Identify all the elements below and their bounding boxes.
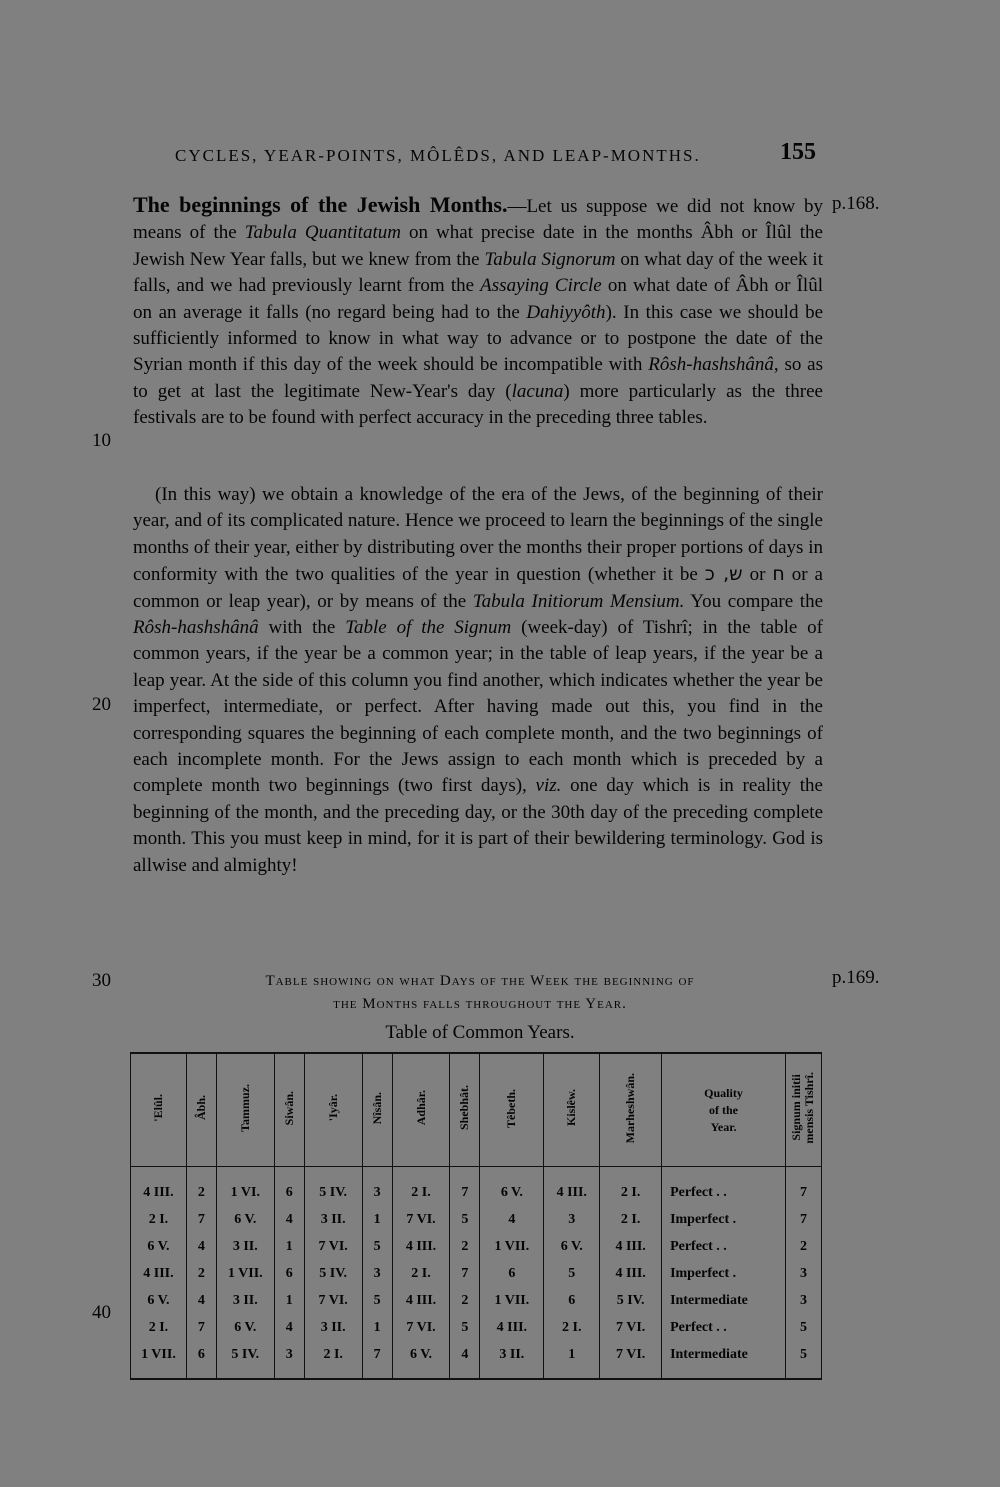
table-cell: 6 V. (216, 1314, 274, 1341)
quality-cell: Perfect . . (662, 1314, 786, 1341)
table-cell: 1 (362, 1314, 392, 1341)
table-cell: 5 IV. (600, 1287, 662, 1314)
table-cell: 6 (274, 1260, 304, 1287)
col-header-kislew: Kislêw. (544, 1053, 600, 1167)
text-run: on what precise date in the months Âbh or Îlûl the Jewish New Year falls, but we knew from the (133, 222, 823, 270)
quality-cell: Intermediate (662, 1341, 786, 1379)
signum-cell: 5 (785, 1314, 821, 1341)
text-run: or a common or leap year), or by means of the (133, 564, 823, 612)
table-cell: 2 I. (304, 1341, 362, 1379)
col-header-tammuz: Tammuz. (216, 1053, 274, 1167)
table-cell: 4 (480, 1206, 544, 1233)
table-cell: 2 I. (600, 1206, 662, 1233)
italic-run: Rôsh-hashshânâ (133, 617, 259, 639)
quality-cell: Perfect . . (662, 1167, 786, 1207)
months-table (130, 1052, 822, 1380)
table-cell: 4 (186, 1287, 216, 1314)
italic-run: viz. (535, 775, 562, 797)
table-cell: 7 VI. (600, 1341, 662, 1379)
table-cell: 5 IV. (216, 1341, 274, 1379)
text-run: (In this way) we obtain a knowledge of the era of the Jews, of the beginning of their year, and of its complicated nature. Hence we proceed to learn the beginnings of the single months of their year, either by distributing over the months their proper portions of days in conformity with the two qualities of the year in question (whether it be (133, 484, 823, 586)
col-header-adhar: Adhâr. (392, 1053, 450, 1167)
line-number-40: 40 (92, 1302, 111, 1323)
table-cell: 3 (362, 1167, 392, 1207)
table-cell: 5 (362, 1287, 392, 1314)
table-cell: 6 V. (216, 1206, 274, 1233)
signum-cell: 3 (785, 1287, 821, 1314)
section-heading: The beginnings of the Jewish Months. (133, 192, 508, 217)
table-cell: 4 (450, 1341, 480, 1379)
table-cell: 2 (450, 1287, 480, 1314)
text-run: You compare the (684, 590, 823, 612)
table-caption-line-1: Table showing on what Days of the Week the beginning of (265, 973, 695, 989)
table-cell: 1 VII. (131, 1341, 187, 1379)
signum-cell: 7 (785, 1206, 821, 1233)
table-cell: 5 IV. (304, 1167, 362, 1207)
table-cell: 7 VI. (392, 1314, 450, 1341)
table-caption (140, 970, 820, 1016)
table-cell: 7 (450, 1260, 480, 1287)
table-cell: 2 I. (392, 1167, 450, 1207)
table-cell: 6 V. (544, 1233, 600, 1260)
table-cell: 2 (186, 1167, 216, 1207)
table-cell: 1 (544, 1341, 600, 1379)
margin-ref-p168: p.168. (832, 193, 880, 214)
table-cell: 6 (480, 1260, 544, 1287)
col-header-signum: Signum initii mensis Tishrî. (785, 1053, 821, 1167)
table-cell: 4 III. (392, 1287, 450, 1314)
hebrew-letter: ח (772, 563, 785, 586)
quality-cell: Perfect . . (662, 1233, 786, 1260)
table-caption-line-2: the Months falls throughout the Year. (333, 996, 627, 1012)
table-cell: 1 (274, 1287, 304, 1314)
table-cell: 1 (274, 1233, 304, 1260)
table-cell: 2 (186, 1260, 216, 1287)
italic-run: Dahiyyôth (526, 301, 606, 323)
table-cell: 6 (186, 1341, 216, 1379)
table-cell: 7 (186, 1206, 216, 1233)
text-run: with the (258, 617, 346, 639)
table-cell: 5 (450, 1206, 480, 1233)
italic-run: Tabula Signorum (484, 248, 616, 270)
table-subcaption: Table of Common Years. (385, 1022, 575, 1043)
table-cell: 3 II. (304, 1314, 362, 1341)
table-cell: 6 (544, 1287, 600, 1314)
table-cell: 5 IV. (304, 1260, 362, 1287)
table-cell: 4 III. (392, 1233, 450, 1260)
col-header-nisan: Nîsân. (362, 1053, 392, 1167)
col-header-marheshwan: Marheshwân. (600, 1053, 662, 1167)
table-row (131, 1167, 822, 1207)
table-cell: 4 III. (544, 1167, 600, 1207)
table-row (131, 1287, 822, 1314)
margin-ref-p169: p.169. (832, 967, 880, 988)
table-cell: 4 (274, 1206, 304, 1233)
page-number: 155 (780, 139, 816, 165)
table-cell: 5 (544, 1260, 600, 1287)
table-cell: 1 VII. (480, 1287, 544, 1314)
hebrew-letters: ש, כ (704, 563, 743, 586)
col-header-shebhat: Shebhât. (450, 1053, 480, 1167)
quality-cell: Intermediate (662, 1287, 786, 1314)
italic-run: Tabula Initiorum Mensium. (472, 590, 685, 612)
table-cell: 7 (186, 1314, 216, 1341)
table-cell: 4 III. (480, 1314, 544, 1341)
line-number-10: 10 (92, 430, 111, 451)
table-cell: 2 I. (131, 1314, 187, 1341)
table-cell: 2 I. (544, 1314, 600, 1341)
table-cell: 3 II. (216, 1287, 274, 1314)
text-run: or (742, 564, 773, 586)
line-number-30: 30 (92, 970, 111, 991)
text-run: (week-day) of Tishrî; in the table of common years, if the year be a common year; in the table of leap years, if the year be a leap year. At the side of this column you find another, which indicates whether the year be imperfect, intermediate, or perfect. After having made out this, you find in the corresponding squares the beginning of each complete month, and the two beginnings of each incomplete month. For the Jews assign to each month which is preceded by a complete month two beginnings (two first days), (133, 617, 823, 797)
signum-cell: 3 (785, 1260, 821, 1287)
text-run: , so as to get at last the legitimate New-Year's day ( (133, 354, 823, 402)
table-cell: 6 V. (131, 1233, 187, 1260)
table-cell: 7 VI. (304, 1287, 362, 1314)
table-cell: 4 III. (131, 1260, 187, 1287)
table-cell: 1 VII. (216, 1260, 274, 1287)
signum-cell: 7 (785, 1167, 821, 1207)
text-run: —Let us suppose we did not know by means of the (133, 196, 823, 244)
table-cell: 4 III. (600, 1260, 662, 1287)
paragraph-2 (133, 482, 823, 879)
table-cell: 7 VI. (304, 1233, 362, 1260)
table-row (131, 1341, 822, 1379)
table-cell: 7 (362, 1341, 392, 1379)
col-header-abh: Âbh. (186, 1053, 216, 1167)
table-cell: 6 V. (131, 1287, 187, 1314)
italic-run: Table of the Signum (345, 617, 512, 639)
table-cell: 3 (544, 1206, 600, 1233)
italic-run: Tabula Quantitatum (244, 222, 401, 244)
table-cell: 2 I. (131, 1206, 187, 1233)
line-number-20: 20 (92, 694, 111, 715)
table-cell: 7 VI. (392, 1206, 450, 1233)
table-row (131, 1206, 822, 1233)
text-run: on what date of Âbh or Îlûl on an average it falls (no regard being had to the (133, 275, 823, 323)
signum-cell: 5 (785, 1341, 821, 1379)
table-header-row (131, 1053, 822, 1167)
text-run: on what day of the week it falls, and we had previously learnt from the (133, 248, 823, 297)
table-cell: 3 (362, 1260, 392, 1287)
col-header-tebeth: Têbeth. (480, 1053, 544, 1167)
table-cell: 3 II. (216, 1233, 274, 1260)
quality-cell: Imperfect . (662, 1260, 786, 1287)
table-cell: 6 V. (392, 1341, 450, 1379)
table-row (131, 1314, 822, 1341)
col-header-elul: 'Elûl. (131, 1053, 187, 1167)
table-cell: 4 III. (600, 1233, 662, 1260)
table-cell: 2 (450, 1233, 480, 1260)
col-header-iyar: 'Iyâr. (304, 1053, 362, 1167)
italic-run: lacuna (511, 380, 564, 402)
table-cell: 4 (186, 1233, 216, 1260)
table-cell: 6 V. (480, 1167, 544, 1207)
table-cell: 1 VII. (480, 1233, 544, 1260)
col-header-quality: Quality of the Year. (662, 1053, 786, 1167)
table-cell: 7 (450, 1167, 480, 1207)
italic-run: Rôsh-hashshânâ (648, 354, 774, 376)
table-cell: 7 VI. (600, 1314, 662, 1341)
running-title: CYCLES, YEAR-POINTS, MÔLÊDS, AND LEAP-MONTHS. (175, 146, 701, 165)
italic-run: Assaying Circle (480, 275, 602, 297)
table-cell: 5 (450, 1314, 480, 1341)
table-cell: 6 (274, 1167, 304, 1207)
text-run: ) more particularly as the three festivals are to be found with perfect accuracy in the preceding three tables. (133, 380, 823, 429)
table-row (131, 1233, 822, 1260)
quality-cell: Imperfect . (662, 1206, 786, 1233)
table-cell: 2 I. (392, 1260, 450, 1287)
col-header-siwan: Siwân. (274, 1053, 304, 1167)
table-row (131, 1260, 822, 1287)
table-cell: 4 III. (131, 1167, 187, 1207)
table-cell: 3 II. (480, 1341, 544, 1379)
table-cell: 1 (362, 1206, 392, 1233)
table-cell: 3 (274, 1341, 304, 1379)
paragraph-1 (133, 192, 823, 432)
table-cell: 1 VI. (216, 1167, 274, 1207)
table-cell: 2 I. (600, 1167, 662, 1207)
text-run: one day which is in reality the beginning of the month, and the preceding day, or the 30th day of the preceding complete month. This you must keep in mind, for it is part of their bewildering terminology. God is allwise and almighty! (133, 775, 823, 876)
signum-cell: 2 (785, 1233, 821, 1260)
table-cell: 4 (274, 1314, 304, 1341)
table-cell: 5 (362, 1233, 392, 1260)
table-cell: 3 II. (304, 1206, 362, 1233)
text-run: ). In this case we should be sufficiently informed to know in what way to advance or to postpone the date of the Syrian month if this day of the week should be incompatible with (133, 301, 824, 376)
